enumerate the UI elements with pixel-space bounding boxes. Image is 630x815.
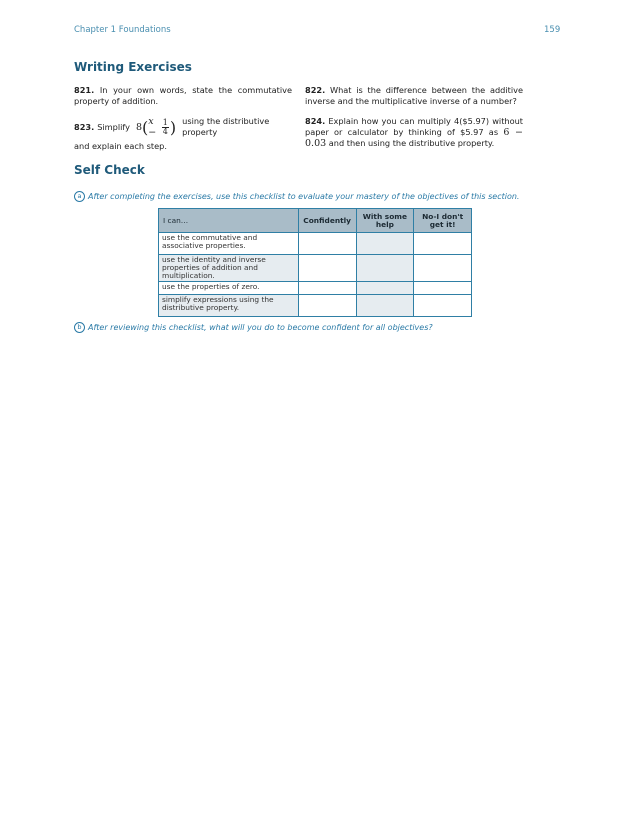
letter-b-icon: b <box>74 322 85 333</box>
header-confidently: Confidently <box>298 209 356 233</box>
left-paren: ( <box>142 117 149 137</box>
self-check-prompt-b <box>74 322 433 333</box>
chapter-header: Chapter 1 Foundations <box>74 25 171 35</box>
exercise-text: and then using the distributive property. <box>328 138 495 148</box>
with-some-help-cell[interactable] <box>356 233 414 255</box>
fraction-denominator: 4 <box>162 126 168 136</box>
self-check-heading: Self Check <box>74 163 145 177</box>
dont-get-it-cell[interactable] <box>414 255 472 282</box>
confidently-cell[interactable] <box>298 282 356 295</box>
exercise-number: 824. <box>305 116 326 126</box>
header-no-i-dont-get-it: No-I don't get it! <box>414 209 472 233</box>
objective-label: use the commutative and associative properties. <box>159 233 299 255</box>
confidently-cell[interactable] <box>298 233 356 255</box>
exercise-number: 822. <box>305 85 326 95</box>
with-some-help-cell[interactable] <box>356 295 414 317</box>
math-expression: 6 − 0.03 <box>305 127 523 149</box>
dont-get-it-cell[interactable] <box>414 233 472 255</box>
exercise-number: 821. <box>74 85 95 95</box>
confidently-cell[interactable] <box>298 295 356 317</box>
with-some-help-cell[interactable] <box>356 282 414 295</box>
exercise-number: 823. <box>74 121 95 132</box>
letter-a-icon: a <box>74 191 85 202</box>
objective-label: use the properties of zero. <box>159 282 299 295</box>
math-variable: x − <box>148 116 157 138</box>
prompt-a-text: After completing the exercises, use this checklist to evaluate your mastery of the objectives of this section. <box>88 192 520 201</box>
table-header-row <box>159 209 472 233</box>
fraction-numerator: 1 <box>162 117 168 127</box>
exercise-text: Explain how you can multiply 4($5.97) without paper or calculator by thinking of $5.97 as <box>305 116 524 137</box>
math-expression <box>136 116 176 138</box>
fraction <box>162 119 169 136</box>
table-row <box>159 255 472 282</box>
exercise-823 <box>74 116 296 152</box>
dont-get-it-cell[interactable] <box>414 295 472 317</box>
writing-exercises-heading: Writing Exercises <box>74 60 192 74</box>
header-with-some-help: With some help <box>356 209 414 233</box>
objective-label: simplify expressions using the distributive property. <box>159 295 299 317</box>
table-row <box>159 233 472 255</box>
exercise-text: In your own words, state the commutative property of addition. <box>74 85 292 106</box>
exercise-text: Simplify <box>97 121 130 132</box>
objective-label: use the identity and inverse properties of addition and multiplication. <box>159 255 299 282</box>
exercise-821 <box>74 85 292 107</box>
right-paren: ) <box>169 117 177 137</box>
prompt-b-text: After reviewing this checklist, what will you do to become confident for all objectives? <box>88 323 433 332</box>
exercise-824 <box>305 116 523 149</box>
table-row <box>159 295 472 317</box>
exercise-text: What is the difference between the additive inverse and the multiplicative inverse of a number? <box>305 85 523 106</box>
self-check-prompt-a <box>74 191 519 202</box>
self-check-table <box>158 208 472 317</box>
table-row <box>159 282 472 295</box>
math-coefficient: 8 <box>135 121 143 133</box>
dont-get-it-cell[interactable] <box>414 282 472 295</box>
with-some-help-cell[interactable] <box>356 255 414 282</box>
confidently-cell[interactable] <box>298 255 356 282</box>
exercise-822 <box>305 85 523 107</box>
page-number: 159 <box>544 25 561 35</box>
header-i-can: I can… <box>159 209 299 233</box>
exercise-text-line2: and explain each step. <box>74 141 167 151</box>
exercise-text: using the distributive property <box>182 116 270 137</box>
